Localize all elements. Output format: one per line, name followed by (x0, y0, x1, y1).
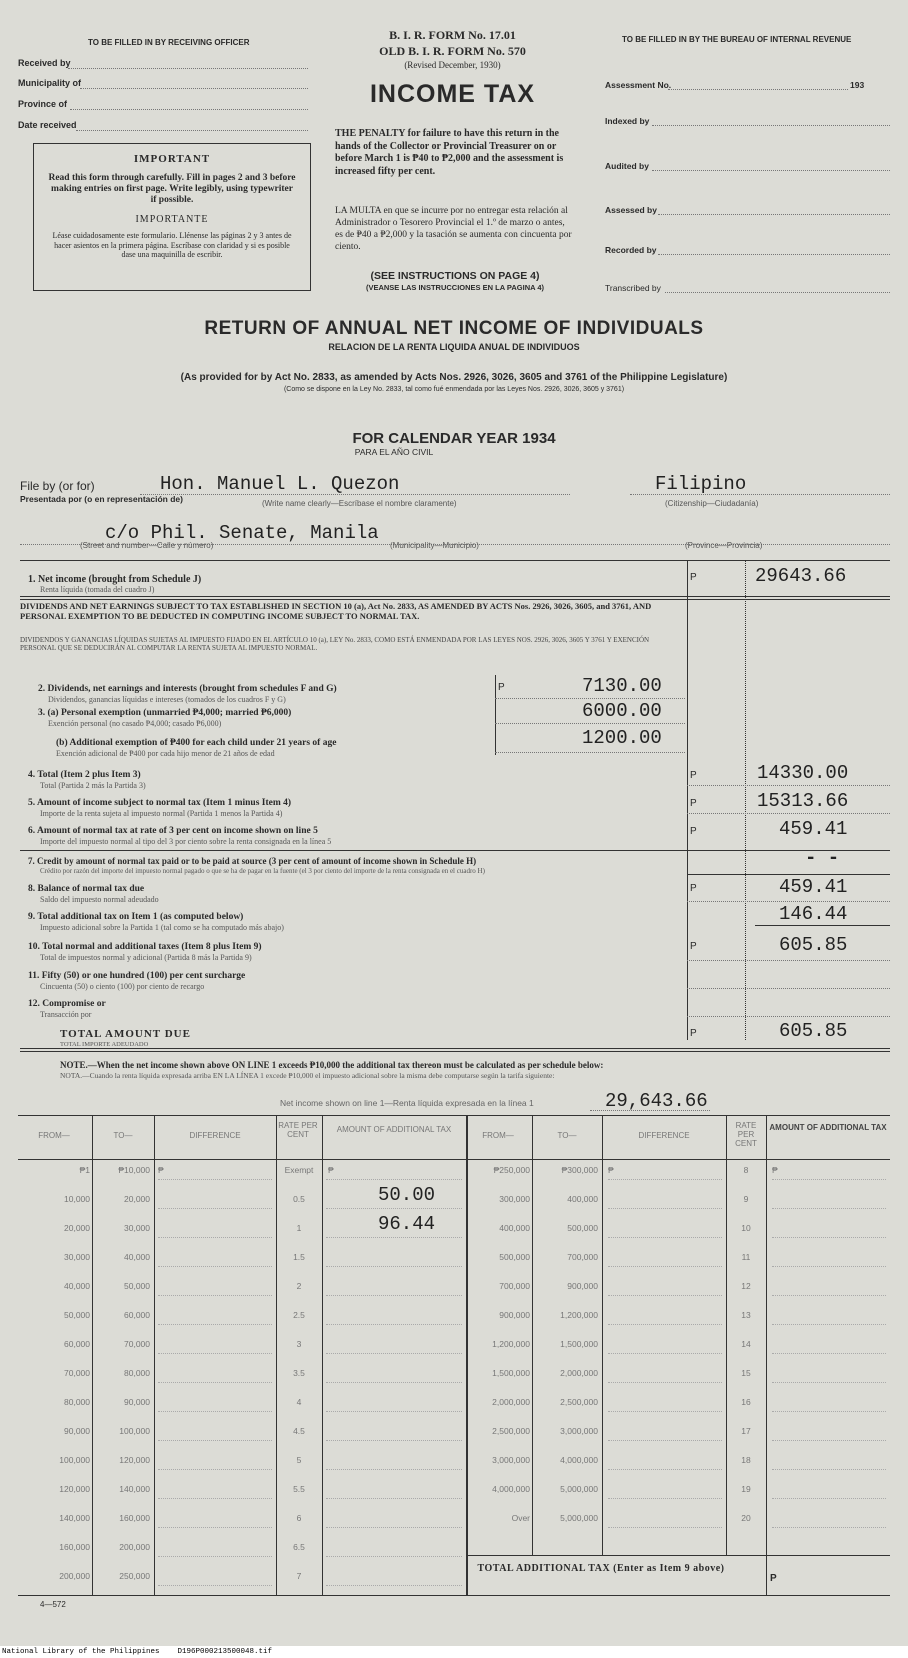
right-row-from: 3,000,000 (492, 1455, 530, 1465)
item-2-amount: 7130.00 (582, 675, 662, 697)
audited-by-label: Audited by (605, 161, 649, 171)
filer-name: Hon. Manuel L. Quezon (160, 473, 400, 495)
item-7-label: 7. Credit by amount of normal tax paid or to be paid at source (3 per cent of amount of income shown in Schedule H) (28, 856, 477, 866)
item-12-label: 12. Compromise or (28, 999, 106, 1009)
importante-text: Léase cuidadosamente este formulario. Llénense las páginas 2 y 3 antes de hacer asientos en la primera página. Escríbase con claridad y si es posible dase una maquinilla de escribir. (52, 231, 292, 259)
important-box (33, 143, 311, 291)
left-row-line (158, 1353, 272, 1354)
right-row-amount-line (772, 1266, 886, 1267)
left-row-to: 250,000 (119, 1571, 150, 1581)
right-row-amount-line (772, 1440, 886, 1441)
right-row-amount-line (772, 1527, 886, 1528)
left-row-to: 200,000 (119, 1542, 150, 1552)
right-row-amount-line (772, 1295, 886, 1296)
right-row-from: 900,000 (499, 1310, 530, 1320)
item-4-label-es: Total (Partida 2 más la Partida 3) (40, 781, 146, 790)
right-row-to: 5,000,000 (560, 1484, 598, 1494)
left-row-amount: 96.44 (378, 1213, 436, 1235)
right-row-rate: 15 (741, 1368, 751, 1378)
province-label: Province of (18, 99, 68, 109)
item-6-label-es: Importe del impuesto normal al tipo del 3 por ciento sobre la renta consignada en la línea 5 (40, 837, 332, 846)
left-row-rate: 1 (296, 1223, 302, 1233)
assessed-by-label: Assessed by (605, 205, 657, 215)
net-income-line-label: Net income shown on line 1—Renta líquida expresada en la línea 1 (280, 1098, 534, 1108)
right-row-amount-line (772, 1353, 886, 1354)
left-row-rate: 3 (296, 1339, 302, 1349)
left-row-rate: 3.5 (293, 1368, 305, 1378)
right-row-from: 400,000 (499, 1223, 530, 1233)
left-row-rate: 4 (296, 1397, 302, 1407)
left-row-from: 50,000 (64, 1310, 90, 1320)
right-row-line (608, 1353, 722, 1354)
right-header-from: FROM— (482, 1131, 514, 1140)
total-rule-2 (20, 1051, 890, 1052)
left-row-amount-line (326, 1411, 462, 1412)
left-row-rate: Exempt (284, 1165, 314, 1175)
street-hint: (Street and number—Calle y número) (80, 541, 214, 550)
total-amount-label: TOTAL AMOUNT DUE (60, 1028, 191, 1040)
left-header-rate: RATE PER CENT (278, 1121, 318, 1139)
left-row-from: 20,000 (64, 1223, 90, 1233)
left-row-from: 30,000 (64, 1252, 90, 1262)
return-title: RETURN OF ANNUAL NET INCOME OF INDIVIDUALS (204, 318, 704, 339)
total-additional-tax-peso: P (770, 1573, 777, 1584)
right-row-to: 900,000 (567, 1281, 598, 1291)
right-row-rate: 13 (741, 1310, 751, 1320)
return-title-es: RELACION DE LA RENTA LIQUIDA ANUAL DE INDIVIDUOS (328, 342, 580, 352)
left-row-from: 40,000 (64, 1281, 90, 1291)
item-9-label-es: Impuesto adicional sobre la Partida 1 (tal como se ha computado más abajo) (40, 923, 284, 932)
right-row-amount-line (772, 1324, 886, 1325)
item-2-label: 2. Dividends, net earnings and interests (brought from schedules F and G) (38, 684, 337, 694)
date-received-line (76, 130, 308, 131)
item-10-amount: 605.85 (779, 934, 848, 956)
right-row-rate: 10 (741, 1223, 751, 1233)
item-3b-label: (b) Additional exemption of ₱400 for each child under 21 years of age (56, 738, 337, 748)
right-row-line (608, 1295, 722, 1296)
right-header-to: TO— (557, 1131, 577, 1140)
item-10-label-es: Total de impuestos normal y adicional (Partida 8 más la Partida 9) (40, 953, 252, 962)
item-1-label: 1. Net income (brought from Schedule J) (28, 574, 202, 585)
right-row-line (608, 1498, 722, 1499)
item-3a-label-es: Exención personal (no casado ₱4,000; casado ₱6,000) (48, 719, 222, 728)
left-row-from: 200,000 (59, 1571, 90, 1581)
item-5-peso: P (690, 798, 697, 809)
footer-form-number: 4—572 (40, 1600, 66, 1609)
left-row-to: 90,000 (124, 1397, 150, 1407)
left-row-amount-line (326, 1353, 462, 1354)
right-row-to: 400,000 (567, 1194, 598, 1204)
left-row-to: 80,000 (124, 1368, 150, 1378)
left-row-rate: 0.5 (293, 1194, 305, 1204)
revised-date: (Revised December, 1930) (404, 60, 501, 70)
transcribed-by-label: Transcribed by (605, 283, 661, 293)
amount-column-rule (687, 560, 688, 1040)
right-row-line (608, 1266, 722, 1267)
importante-title: IMPORTANTE (135, 214, 209, 225)
citizenship-line (630, 494, 890, 495)
item-7-rule (687, 874, 890, 875)
filer-name-hint: (Write name clearly—Escríbase el nombre claramente) (262, 499, 457, 508)
right-header-rate: RATE PER CENT (735, 1121, 757, 1148)
item-7-label-es: Crédito por razón del importe del impuesto normal pagado o que se ha de pagar en la fuente (el 3 por ciento del importe de la renta consignada en el cuadro H) (40, 867, 485, 875)
left-header-amount: AMOUNT OF ADDITIONAL TAX (336, 1125, 452, 1134)
right-row-to: 2,500,000 (560, 1397, 598, 1407)
form-number: B. I. R. FORM No. 17.01 (389, 28, 516, 42)
left-row-to: 160,000 (119, 1513, 150, 1523)
left-row-line (158, 1469, 272, 1470)
right-row-from: Over (511, 1513, 530, 1523)
right-row-line (608, 1469, 722, 1470)
right-row-from: 1,500,000 (492, 1368, 530, 1378)
transcribed-by-line (665, 292, 890, 293)
left-row-line (158, 1266, 272, 1267)
right-row-amount-line (772, 1411, 886, 1412)
citizenship-hint: (Citizenship—Ciudadanía) (665, 499, 759, 508)
net-income-line-rule (590, 1110, 710, 1111)
provided-by-act-es: (Como se dispone en la Ley No. 2833, tal como fué enmendada por las Leyes Nos. 2926, 3026, 3605 y 3761) (283, 386, 625, 393)
item-8-peso: P (690, 883, 697, 894)
right-row-rate: 12 (741, 1281, 751, 1291)
left-row-rate: 7 (296, 1571, 302, 1581)
item-1-label-es: Renta líquida (tomada del cuadro J) (40, 585, 155, 594)
item-4-amount: 14330.00 (757, 762, 849, 784)
subcol-rule (495, 675, 496, 755)
important-text: Read this form through carefully. Fill in pages 2 and 3 before making entries on first page. Write legibly, using typewriter if possible. (48, 173, 296, 205)
right-row-amount-line (772, 1469, 886, 1470)
right-header-amount: AMOUNT OF ADDITIONAL TAX (769, 1123, 887, 1132)
left-row-amount-line (326, 1179, 462, 1180)
veanse-instrucciones: (VEANSE LAS INSTRUCCIONES EN LA PAGINA 4) (365, 283, 545, 292)
item-12-line (687, 1016, 890, 1017)
left-row-amount-line (326, 1469, 462, 1470)
provided-by-act: (As provided for by Act No. 2833, as amended by Acts Nos. 2926, 3026, 3605 and 3761 of the Philippine Legislature) (180, 372, 728, 383)
recorded-by-line (658, 254, 890, 255)
left-row-amount-line (326, 1440, 462, 1441)
left-row-from: 60,000 (64, 1339, 90, 1349)
right-row-line (608, 1411, 722, 1412)
item-6-amount: 459.41 (779, 818, 848, 840)
item-8-line (687, 901, 890, 902)
left-row-amount: ₱ (328, 1165, 334, 1175)
right-header-difference: DIFFERENCE (638, 1131, 690, 1140)
right-row-line (608, 1237, 722, 1238)
right-row-amount: ₱ (772, 1165, 778, 1175)
right-row-line (608, 1208, 722, 1209)
right-row-rate: 20 (741, 1513, 751, 1523)
right-row-line (608, 1440, 722, 1441)
left-row-amount-line (326, 1556, 462, 1557)
left-row-line (158, 1411, 272, 1412)
item-11-label-es: Cincuenta (50) o ciento (100) por ciento de recargo (40, 982, 205, 991)
amount-column-rule-2 (745, 560, 746, 1040)
penalty-text: THE PENALTY for failure to have this return in the hands of the Collector or Provincial Treasurer on or before March 1 is ₱40 to ₱2,000 and the assessment is increased fifty per cent. (335, 128, 564, 177)
indexed-by-label: Indexed by (605, 116, 650, 126)
right-row-to: 5,000,000 (560, 1513, 598, 1523)
item-8-amount: 459.41 (779, 876, 848, 898)
item-5-label-es: Importe de la renta sujeta al impuesto normal (Partida 1 menos la Partida 4) (40, 809, 283, 818)
left-row-line (158, 1324, 272, 1325)
left-row-amount-line (326, 1498, 462, 1499)
item-11-line (687, 988, 890, 989)
total-additional-tax-label: TOTAL ADDITIONAL TAX (Enter as Item 9 above) (477, 1563, 725, 1574)
left-row-line (158, 1382, 272, 1383)
left-row-rate: 6.5 (293, 1542, 305, 1552)
indexed-by-line (652, 125, 890, 126)
right-row-rate: 19 (741, 1484, 751, 1494)
item-10-peso: P (690, 941, 697, 952)
total-rule (20, 1048, 890, 1049)
important-title: IMPORTANT (133, 153, 211, 165)
received-by-label: Received by (18, 58, 71, 68)
item-5-line (687, 813, 890, 814)
province-line (70, 109, 308, 110)
caption-text: National Library of the Philippines D196P000213500048.tif (2, 1648, 273, 1656)
assessed-by-line (658, 214, 890, 215)
left-row-amount-line (326, 1295, 462, 1296)
left-row-from: 160,000 (59, 1542, 90, 1552)
dividends-header: DIVIDENDS AND NET EARNINGS SUBJECT TO TAX ESTABLISHED IN SECTION 10 (a), Act No. 2833, AS AMENDED BY ACTS Nos. 2926, 3026, 3605, and 3761, AND PERSONAL EXEMPTION TO BE DEDUCTED IN COMPUTING INCOME SUBJECT TO NORMAL TAX. (20, 601, 652, 621)
left-row-amount-line (326, 1237, 462, 1238)
left-row-rate: 1.5 (293, 1252, 305, 1262)
right-row-line (608, 1324, 722, 1325)
total-amount-label-es: TOTAL IMPORTE ADEUDADO (60, 1041, 149, 1048)
right-row-to: 700,000 (567, 1252, 598, 1262)
item-1-rule-2 (20, 599, 890, 600)
item-12-label-es: Transacción por (40, 1010, 92, 1019)
item-8-label: 8. Balance of normal tax due (28, 884, 145, 894)
item-7-amount: - - (805, 847, 840, 869)
left-row-line (158, 1498, 272, 1499)
item-2-label-es: Dividendos, ganancias líquidas e intereses (tomados de los cuadros F y G) (48, 695, 286, 704)
item-10-label: 10. Total normal and additional taxes (Item 8 plus Item 9) (28, 942, 262, 952)
left-row-line (158, 1237, 272, 1238)
left-row-amount-line (326, 1585, 462, 1586)
right-row-to: 4,000,000 (560, 1455, 598, 1465)
right-row-rate: 11 (741, 1252, 751, 1262)
left-row-to: 120,000 (119, 1455, 150, 1465)
item-3b-line (495, 752, 685, 753)
right-row-from: 2,000,000 (492, 1397, 530, 1407)
citizenship-value: Filipino (655, 473, 747, 495)
right-row-from: 500,000 (499, 1252, 530, 1262)
left-row-from: 70,000 (64, 1368, 90, 1378)
total-amount-value: 605.85 (779, 1020, 848, 1042)
left-row-from: ₱1 (79, 1165, 90, 1175)
right-row-from: 1,200,000 (492, 1339, 530, 1349)
right-row-amount-line (772, 1237, 886, 1238)
right-row-to: 1,200,000 (560, 1310, 598, 1320)
left-row-to: 100,000 (119, 1426, 150, 1436)
right-row-to: ₱300,000 (561, 1165, 598, 1175)
assessment-no-line (668, 89, 848, 90)
right-row-rate: 17 (741, 1426, 751, 1436)
item-1-peso: P (690, 572, 697, 583)
right-row-rate: 14 (741, 1339, 751, 1349)
calendar-year: FOR CALENDAR YEAR 1934 (352, 430, 556, 447)
municipality-hint: (Municipality—Municipio) (390, 541, 479, 550)
left-row-from: 100,000 (59, 1455, 90, 1465)
income-tax-title: INCOME TAX (369, 80, 536, 108)
item-2-line (495, 698, 685, 699)
date-received-label: Date received (18, 120, 77, 130)
right-row-to: 3,000,000 (560, 1426, 598, 1436)
left-row-from: 10,000 (64, 1194, 90, 1204)
left-row-line (158, 1179, 272, 1180)
left-row-to: 30,000 (124, 1223, 150, 1233)
calendar-year-es: PARA EL AÑO CIVIL (354, 447, 434, 457)
assessment-no-label: Assessment No. (605, 80, 672, 90)
province-hint: (Province—Provincia) (685, 541, 763, 550)
item-10-line (687, 960, 890, 961)
right-row-line (608, 1527, 722, 1528)
nota-text: NOTA.—Cuando la renta líquida expresada arriba EN LA LÍNEA 1 excede ₱10,000 el impuesto adicional sobre la misma debe computarse según la tarifa siguiente: (60, 1071, 555, 1080)
item-1-amount: 29643.66 (755, 565, 847, 587)
right-row-to: 1,500,000 (560, 1339, 598, 1349)
municipality-line (80, 88, 308, 89)
right-row-rate: 8 (743, 1165, 749, 1175)
item-3a-line (495, 723, 685, 724)
additional-tax-table (18, 1115, 890, 1595)
item-9-underline (755, 925, 890, 926)
item-3a-amount: 6000.00 (582, 700, 662, 722)
left-row-amount-line (326, 1324, 462, 1325)
left-row-from: 80,000 (64, 1397, 90, 1407)
item-4-label: 4. Total (Item 2 plus Item 3) (28, 770, 141, 780)
note-text: NOTE.—When the net income shown above ON LINE 1 exceeds ₱10,000 the additional tax thereon must be calculated as per schedule below: (60, 1060, 604, 1070)
left-row-amount: 50.00 (378, 1184, 436, 1206)
filer-name-line (140, 494, 570, 495)
left-row-rate: 2 (296, 1281, 302, 1291)
caption-strip (0, 1646, 908, 1658)
right-row-amount-line (772, 1179, 886, 1180)
right-row-rate: 9 (743, 1194, 749, 1204)
left-row-from: 120,000 (59, 1484, 90, 1494)
left-row-rate: 2.5 (293, 1310, 305, 1320)
left-row-line (158, 1440, 272, 1441)
received-by-line (68, 68, 308, 69)
item-9-label: 9. Total additional tax on Item 1 (as computed below) (28, 912, 244, 922)
right-row-amount-line (772, 1208, 886, 1209)
right-row-from: ₱250,000 (493, 1165, 530, 1175)
right-row-from: 700,000 (499, 1281, 530, 1291)
dividends-header-es: DIVIDENDOS Y GANANCIAS LÍQUIDAS SUJETAS AL IMPUESTO FIJADO EN EL ARTÍCULO 10 (a), LEY No. 2833, COMO ESTÁ ENMENDADA POR LAS LEYES NOS. 2926, 3026, 3605 Y 3761 Y EXENCIÓN PERSONAL QUE SE DEDUCIRÁN AL COMPUTAR LA RENTA SUJETA AL IMPUESTO NORMAL. (20, 636, 650, 652)
municipality-label: Municipality of (18, 78, 81, 88)
left-row-rate: 5.5 (293, 1484, 305, 1494)
left-row-to: ₱10,000 (118, 1165, 150, 1175)
item-3b-amount: 1200.00 (582, 727, 662, 749)
left-row-line (158, 1585, 272, 1586)
left-row-line (158, 1527, 272, 1528)
left-row-from: 90,000 (64, 1426, 90, 1436)
net-income-line-value: 29,643.66 (605, 1090, 708, 1112)
item-8-label-es: Saldo del impuesto normal adeudado (40, 895, 159, 904)
old-form-number: OLD B. I. R. FORM No. 570 (379, 44, 526, 58)
right-row-rate: 16 (741, 1397, 751, 1407)
item-3a-label: 3. (a) Personal exemption (unmarried ₱4,000; married ₱6,000) (38, 708, 292, 718)
left-row-to: 50,000 (124, 1281, 150, 1291)
item-2-peso: P (498, 682, 505, 693)
left-row-to: 20,000 (124, 1194, 150, 1204)
left-row-amount-line (326, 1382, 462, 1383)
item-4-line (687, 785, 890, 786)
left-row-line (158, 1208, 272, 1209)
right-row-diff: ₱ (608, 1165, 614, 1175)
left-header-from: FROM— (38, 1131, 70, 1140)
left-row-rate: 5 (296, 1455, 302, 1465)
left-row-line (158, 1295, 272, 1296)
left-row-from: 140,000 (59, 1513, 90, 1523)
filed-by-label: File by (or for) (20, 479, 95, 493)
audited-by-line (652, 170, 890, 171)
left-row-line (158, 1556, 272, 1557)
right-row-line (608, 1179, 722, 1180)
see-instructions: (SEE INSTRUCTIONS ON PAGE 4) (370, 270, 540, 282)
left-row-amount-line (326, 1527, 462, 1528)
left-row-rate: 6 (296, 1513, 302, 1523)
multa-text: LA MULTA en que se incurre por no entregar esta relación al Administrador o Tesorero Provincial el 1.º de marzo o antes, es de ₱40 a ₱2,000 y la tasación se aumenta con cincuenta por ciento. (335, 206, 572, 252)
left-row-amount-line (326, 1266, 462, 1267)
left-header-difference: DIFFERENCE (189, 1131, 241, 1140)
left-row-to: 70,000 (124, 1339, 150, 1349)
filer-address: c/o Phil. Senate, Manila (105, 522, 379, 544)
filed-by-label-es: Presentada por (o en representación de) (20, 494, 183, 504)
item-3b-label-es: Exención adicional de ₱400 por cada hijo menor de 21 años de edad (56, 749, 275, 758)
left-row-amount-line (326, 1208, 462, 1209)
left-row-rate: 4.5 (293, 1426, 305, 1436)
right-row-to: 2,000,000 (560, 1368, 598, 1378)
items-top-rule (20, 560, 890, 561)
item-4-peso: P (690, 770, 697, 781)
right-row-from: 2,500,000 (492, 1426, 530, 1436)
right-row-rate: 18 (741, 1455, 751, 1465)
item-6-rule (20, 850, 890, 851)
item-6-label: 6. Amount of normal tax at rate of 3 per cent on income shown on line 5 (28, 826, 318, 836)
right-row-line (608, 1382, 722, 1383)
total-amount-peso: P (690, 1028, 697, 1039)
left-row-diff: ₱ (158, 1165, 164, 1175)
right-row-from: 4,000,000 (492, 1484, 530, 1494)
right-row-from: 300,000 (499, 1194, 530, 1204)
bureau-title: TO BE FILLED IN BY THE BUREAU OF INTERNAL REVENUE (622, 35, 852, 44)
left-row-to: 60,000 (124, 1310, 150, 1320)
right-row-to: 500,000 (567, 1223, 598, 1233)
item-9-amount: 146.44 (779, 903, 848, 925)
left-row-to: 140,000 (119, 1484, 150, 1494)
item-11-label: 11. Fifty (50) or one hundred (100) per cent surcharge (28, 971, 246, 981)
left-row-to: 40,000 (124, 1252, 150, 1262)
right-row-amount-line (772, 1498, 886, 1499)
recorded-by-label: Recorded by (605, 245, 657, 255)
year-suffix: 193 (850, 80, 865, 90)
item-5-label: 5. Amount of income subject to normal tax (Item 1 minus Item 4) (28, 798, 292, 808)
item-5-amount: 15313.66 (757, 790, 849, 812)
item-6-peso: P (690, 826, 697, 837)
receiving-officer-title: TO BE FILLED IN BY RECEIVING OFFICER (88, 38, 250, 47)
left-header-to: TO— (113, 1131, 133, 1140)
item-1-rule (20, 596, 890, 597)
right-row-amount-line (772, 1382, 886, 1383)
